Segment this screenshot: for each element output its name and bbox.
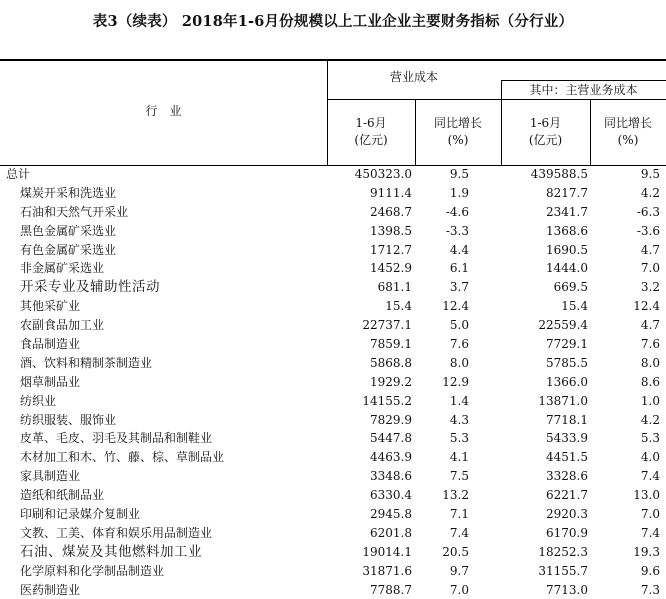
main-business-cost-cell: 5433.9 <box>546 431 588 446</box>
operating-cost-growth-cell: 7.6 <box>449 337 469 352</box>
table-row <box>0 297 666 316</box>
operating-cost-cell: 19014.1 <box>362 544 412 559</box>
header-growth-2-label: 同比增长 <box>603 116 652 130</box>
operating-cost-growth-cell: 3.7 <box>449 280 469 295</box>
industry-cell: 木材加工和木、竹、藤、棕、草制品业 <box>20 450 225 465</box>
main-business-cost-cell: 669.5 <box>553 280 588 295</box>
header-operating-cost: 营业成本 <box>389 70 438 84</box>
industry-cell: 农副食品加工业 <box>20 318 105 333</box>
main-business-cost-growth-cell: 4.2 <box>640 185 660 200</box>
main-business-cost-growth-cell: 13.0 <box>633 488 660 503</box>
main-business-cost-cell: 3328.6 <box>546 469 588 484</box>
operating-cost-cell: 4463.9 <box>370 450 412 465</box>
operating-cost-growth-cell: 7.0 <box>449 582 469 597</box>
operating-cost-growth-cell: 5.0 <box>449 318 469 333</box>
table-row <box>0 562 666 581</box>
main-business-cost-growth-cell: 7.3 <box>640 582 660 597</box>
main-business-cost-cell: 1444.0 <box>546 261 588 276</box>
main-business-cost-growth-cell: 19.3 <box>633 544 660 559</box>
main-business-cost-growth-cell: 7.4 <box>640 469 660 484</box>
industry-cell: 纺织服装、服饰业 <box>20 412 117 427</box>
operating-cost-growth-cell: 5.3 <box>449 431 469 446</box>
main-business-cost-growth-cell: 9.6 <box>640 563 660 578</box>
operating-cost-growth-cell: 12.4 <box>442 299 469 314</box>
table-row <box>0 411 666 430</box>
industry-cell: 食品制造业 <box>20 337 81 352</box>
table-row <box>0 524 666 543</box>
operating-cost-cell: 31871.6 <box>362 563 412 578</box>
main-business-cost-cell: 31155.7 <box>538 563 588 578</box>
table-row <box>0 448 666 467</box>
table-row <box>0 259 666 278</box>
page-title: 表3（续表） 2018年1-6月份规模以上工业企业主要财务指标（分行业） <box>92 13 574 30</box>
operating-cost-cell: 1398.5 <box>370 223 412 238</box>
industry-cell: 烟草制品业 <box>20 374 81 389</box>
header-period-2-label: 1-6月 <box>529 116 562 130</box>
industry-cell: 酒、饮料和精制茶制造业 <box>20 355 153 370</box>
industry-cell: 纺织业 <box>20 393 57 408</box>
main-business-cost-growth-cell: -3.6 <box>636 223 660 238</box>
table-row <box>0 316 666 335</box>
operating-cost-growth-cell: 4.3 <box>449 412 469 427</box>
header-growth-1 <box>415 115 501 149</box>
operating-cost-growth-cell: -3.3 <box>445 223 469 238</box>
industry-cell: 煤炭开采和洗选业 <box>20 185 117 200</box>
operating-cost-growth-cell: 9.5 <box>449 167 469 181</box>
main-business-cost-cell: 7713.0 <box>546 582 588 597</box>
operating-cost-cell: 2945.8 <box>370 507 412 522</box>
industry-cell: 非金属矿采选业 <box>20 261 105 276</box>
table-row <box>0 373 666 392</box>
main-business-cost-cell: 18252.3 <box>538 544 588 559</box>
operating-cost-growth-cell: 20.5 <box>442 544 469 559</box>
table-row <box>0 278 666 297</box>
operating-cost-cell: 14155.2 <box>362 393 412 408</box>
main-business-cost-cell: 7718.1 <box>546 412 588 427</box>
main-business-cost-cell: 4451.5 <box>546 450 588 465</box>
header-industry: 行 业 <box>145 104 182 118</box>
table-row <box>0 543 666 562</box>
main-business-cost-growth-cell: 7.6 <box>640 337 660 352</box>
operating-cost-growth-cell: 4.1 <box>449 450 469 465</box>
operating-cost-cell: 1452.9 <box>370 261 412 276</box>
header-unit-2: (亿元) <box>528 133 563 147</box>
operating-cost-cell: 7829.9 <box>370 412 412 427</box>
table-row <box>0 467 666 486</box>
operating-cost-growth-cell: 6.1 <box>449 261 469 276</box>
main-business-cost-growth-cell: 1.0 <box>640 393 660 408</box>
main-business-cost-cell: 439588.5 <box>530 167 588 181</box>
main-business-cost-cell: 2341.7 <box>546 204 588 219</box>
industry-cell: 化学原料和化学制品制造业 <box>20 563 165 578</box>
header-growth-unit-2: (%) <box>617 133 639 147</box>
table-row <box>0 392 666 411</box>
operating-cost-growth-cell: 9.7 <box>449 563 469 578</box>
header-divider-cost <box>327 99 666 100</box>
main-business-cost-growth-cell: 4.0 <box>640 450 660 465</box>
main-business-cost-cell: 6170.9 <box>546 525 588 540</box>
header-growth-unit-1: (%) <box>447 133 469 147</box>
industry-cell: 医药制造业 <box>20 582 81 597</box>
operating-cost-cell: 681.1 <box>377 280 412 295</box>
industry-cell: 家具制造业 <box>20 469 81 484</box>
operating-cost-cell: 5447.8 <box>370 431 412 446</box>
main-business-cost-cell: 6221.7 <box>546 488 588 503</box>
industry-cell: 黑色金属矿采选业 <box>20 223 117 238</box>
industry-cell: 有色金属矿采选业 <box>20 242 117 257</box>
operating-cost-cell: 7859.1 <box>370 337 412 352</box>
table-row <box>0 335 666 354</box>
operating-cost-growth-cell: 13.2 <box>442 488 469 503</box>
header-unit-1: (亿元) <box>354 133 388 147</box>
table-row <box>0 581 666 599</box>
industry-cell: 开采专业及辅助性活动 <box>20 279 160 296</box>
main-business-cost-cell: 1690.5 <box>546 242 588 257</box>
table-row <box>0 241 666 260</box>
main-business-cost-cell: 7729.1 <box>546 337 588 352</box>
operating-cost-growth-cell: 1.4 <box>449 393 469 408</box>
industry-cell: 其他采矿业 <box>20 299 81 314</box>
header-period-1 <box>327 115 415 149</box>
table-row <box>0 505 666 524</box>
table-row <box>0 486 666 505</box>
operating-cost-cell: 3348.6 <box>370 469 412 484</box>
operating-cost-growth-cell: 12.9 <box>442 374 469 389</box>
main-business-cost-growth-cell: 4.2 <box>640 412 660 427</box>
operating-cost-cell: 1712.7 <box>370 242 412 257</box>
main-business-cost-cell: 22559.4 <box>538 318 588 333</box>
main-business-cost-growth-cell: 7.0 <box>640 261 660 276</box>
operating-cost-growth-cell: 7.1 <box>449 507 469 522</box>
industry-cell: 石油、煤炭及其他燃料加工业 <box>20 543 202 560</box>
main-business-cost-cell: 8217.7 <box>546 185 588 200</box>
main-business-cost-growth-cell: 7.4 <box>640 525 660 540</box>
main-business-cost-cell: 5785.5 <box>546 355 588 370</box>
main-business-cost-cell: 15.4 <box>561 299 588 314</box>
operating-cost-growth-cell: 4.4 <box>449 242 469 257</box>
main-business-cost-cell: 13871.0 <box>538 393 588 408</box>
industry-cell: 皮革、毛皮、羽毛及其制品和制鞋业 <box>20 431 213 446</box>
operating-cost-growth-cell: 7.5 <box>449 469 469 484</box>
table-row <box>0 165 666 184</box>
header-period-1-label: 1-6月 <box>355 116 387 130</box>
operating-cost-cell: 5868.8 <box>370 355 412 370</box>
operating-cost-cell: 22737.1 <box>362 318 412 333</box>
header-growth-2 <box>590 115 666 149</box>
industry-cell: 印刷和记录媒介复制业 <box>20 507 141 522</box>
main-business-cost-growth-cell: 12.4 <box>633 299 660 314</box>
industry-cell: 总计 <box>6 167 31 181</box>
operating-cost-cell: 6201.8 <box>370 525 412 540</box>
industry-cell: 造纸和纸制品业 <box>20 488 105 503</box>
operating-cost-growth-cell: 8.0 <box>449 355 469 370</box>
main-business-cost-growth-cell: 8.0 <box>640 355 660 370</box>
table-body <box>0 165 666 599</box>
main-business-cost-growth-cell: 7.0 <box>640 507 660 522</box>
operating-cost-cell: 6330.4 <box>370 488 412 503</box>
main-business-cost-growth-cell: -6.3 <box>636 204 660 219</box>
operating-cost-cell: 15.4 <box>385 299 412 314</box>
header-period-2 <box>501 115 590 149</box>
operating-cost-growth-cell: 7.4 <box>449 525 469 540</box>
main-business-cost-growth-cell: 4.7 <box>640 318 660 333</box>
header-main-business-cost: 其中：主营业务成本 <box>529 83 638 97</box>
header-divider-main-top <box>501 80 666 81</box>
operating-cost-growth-cell: 1.9 <box>449 185 469 200</box>
table-row <box>0 354 666 373</box>
table-top-rule <box>0 59 666 61</box>
main-business-cost-growth-cell: 3.2 <box>640 280 660 295</box>
main-business-cost-growth-cell: 4.7 <box>640 242 660 257</box>
main-business-cost-cell: 2920.3 <box>546 507 588 522</box>
table-row <box>0 429 666 448</box>
operating-cost-cell: 9111.4 <box>370 185 412 200</box>
operating-cost-cell: 2468.7 <box>370 204 412 219</box>
main-business-cost-growth-cell: 8.6 <box>640 374 660 389</box>
operating-cost-cell: 1929.2 <box>370 374 412 389</box>
industry-cell: 石油和天然气开采业 <box>20 204 129 219</box>
operating-cost-cell: 450323.0 <box>354 167 412 181</box>
table-row <box>0 203 666 222</box>
main-business-cost-cell: 1368.6 <box>546 223 588 238</box>
industry-cell: 文教、工美、体育和娱乐用品制造业 <box>20 525 213 540</box>
main-business-cost-growth-cell: 9.5 <box>640 167 660 181</box>
operating-cost-cell: 7788.7 <box>370 582 412 597</box>
main-business-cost-growth-cell: 5.3 <box>640 431 660 446</box>
operating-cost-growth-cell: -4.6 <box>445 204 469 219</box>
main-business-cost-cell: 1366.0 <box>546 374 588 389</box>
header-growth-1-label: 同比增长 <box>433 116 482 130</box>
table-row <box>0 222 666 241</box>
table-row <box>0 184 666 203</box>
